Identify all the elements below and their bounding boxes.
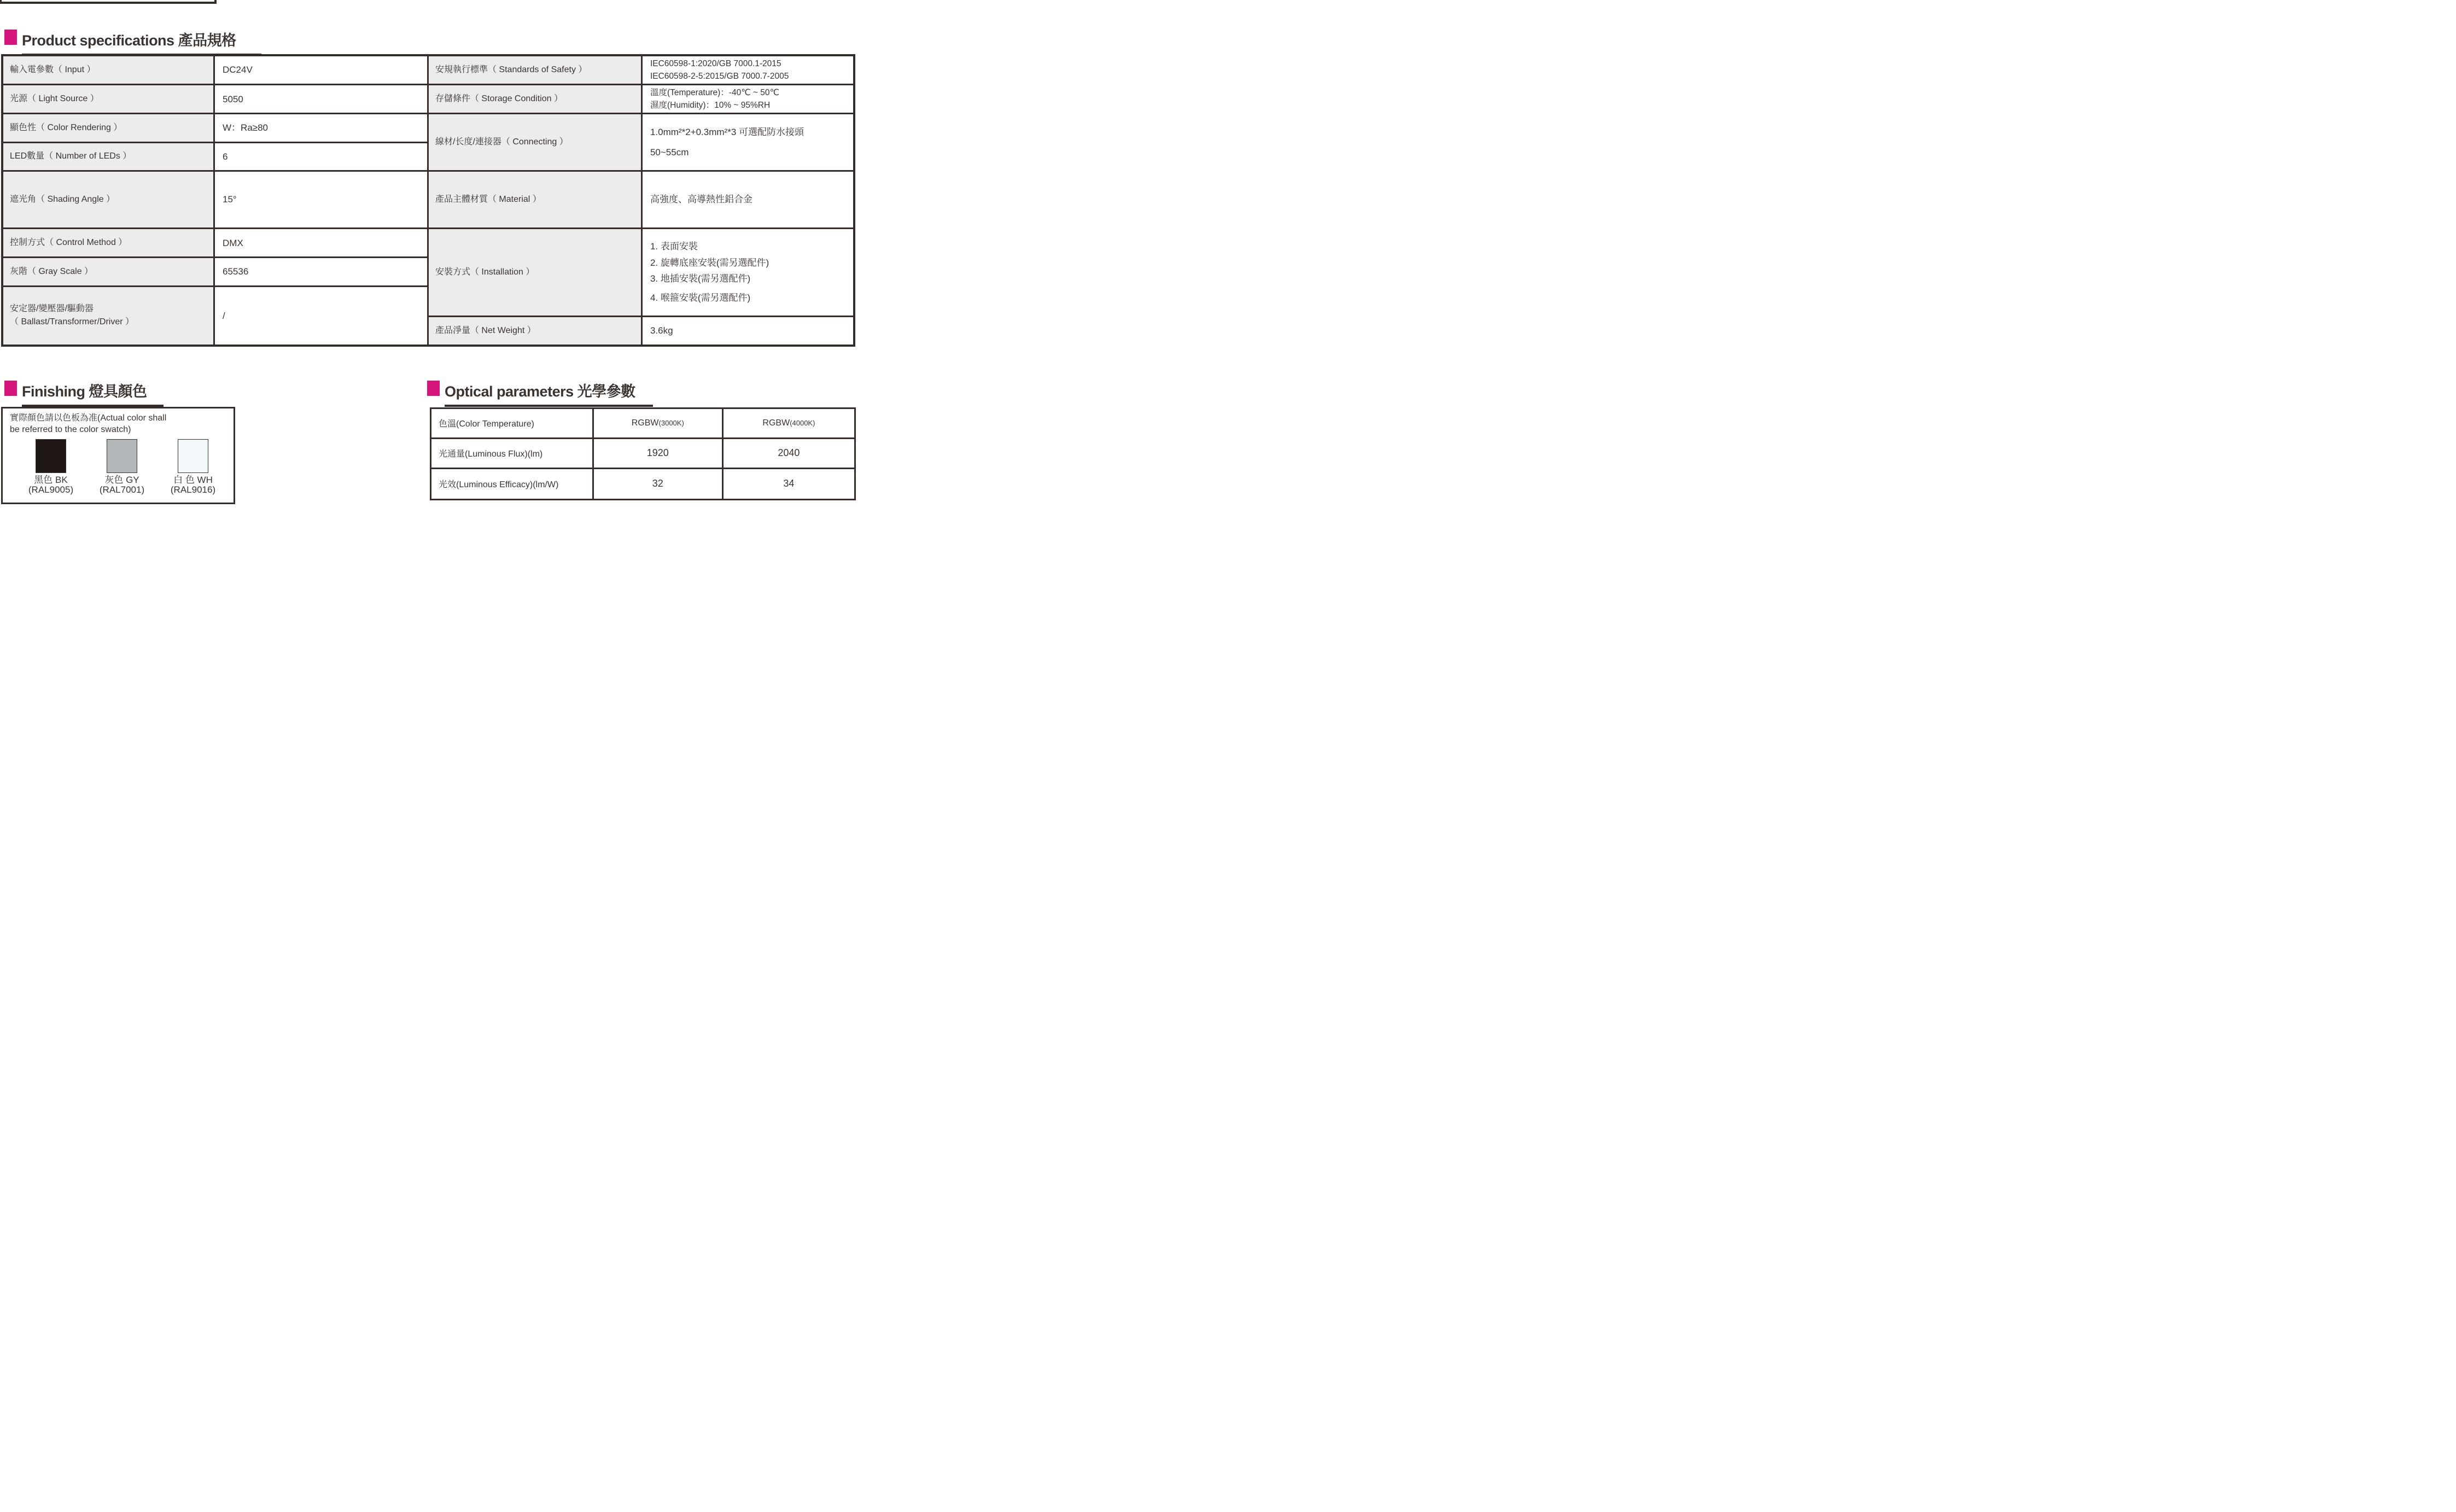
spec-sheet-page (0, 0, 857, 528)
spec-value-control-method: DMX (215, 229, 429, 258)
finishing-note-line-2: be referred to the color swatch) (10, 424, 131, 434)
connecting-line-2: 50~55cm (650, 147, 689, 157)
section-title-text: Product specifications 產品規格 (22, 28, 261, 56)
optical-parameters-title (427, 380, 653, 407)
finishing-title (4, 380, 164, 407)
swatch-name: 黑色 BK (34, 474, 68, 485)
spec-value-color-rendering: W：Ra≥80 (215, 114, 429, 143)
optical-header-rgbw-3000k (594, 409, 724, 439)
storage-line-1: 溫度(Temperature)：-40℃ ~ 50℃ (650, 88, 779, 98)
luminous-flux-4000k: 2040 (724, 439, 854, 469)
swatch-row (18, 439, 234, 495)
spec-value-storage (643, 85, 853, 114)
finishing-note-line-1: 實際顏色請以色板為准(Actual color shall (10, 413, 167, 423)
swatch-white (160, 439, 226, 495)
ballast-label-line-2: （ Ballast/Transformer/Driver ） (10, 317, 135, 327)
standards-line-1: IEC60598-1:2020/GB 7000.1-2015 (650, 59, 781, 68)
spec-value-shading-angle: 15° (215, 172, 429, 229)
accent-square (4, 381, 17, 396)
spec-value-installation (643, 229, 853, 317)
swatch-ral-code: (RAL9016) (170, 484, 216, 495)
accent-square (4, 30, 17, 45)
installation-item-4: 4. 喉箍安裝(需另選配件) (650, 293, 751, 303)
black-color-swatch (36, 439, 66, 473)
spec-label-standards: 安規執行標準（ Standards of Safety ） (429, 56, 643, 85)
finishing-color-box (1, 407, 235, 504)
spec-value-number-of-leds: 6 (215, 143, 429, 172)
optical-label-luminous-flux: 光通量(Luminous Flux)(lm) (431, 439, 594, 469)
product-specifications-table (1, 54, 855, 347)
installation-item-3: 3. 地插安裝(需另選配件) (650, 273, 751, 284)
swatch-name: 灰色 GY (104, 474, 139, 485)
spec-label-color-rendering: 顯色性（ Color Rendering ） (3, 114, 215, 143)
spec-value-material: 高強度、高導熱性鋁合金 (643, 172, 853, 229)
luminous-efficacy-4000k: 34 (724, 469, 854, 499)
spec-value-standards (643, 56, 853, 85)
spec-label-light-source: 光源（ Light Source ） (3, 85, 215, 114)
spec-label-shading-angle: 遮光角（ Shading Angle ） (3, 172, 215, 229)
spec-value-connecting (643, 114, 853, 171)
spec-value-net-weight: 3.6kg (643, 317, 853, 345)
spec-label-ballast (3, 287, 215, 345)
spec-label-net-weight: 產品淨量（ Net Weight ） (429, 317, 643, 345)
gray-color-swatch (107, 439, 137, 473)
swatch-gray (89, 439, 155, 495)
spec-value-gray-scale: 65536 (215, 258, 429, 287)
spec-value-ballast: / (215, 287, 429, 345)
spec-label-installation: 安裝方式（ Installation ） (429, 229, 643, 317)
spec-label-storage: 存儲條件（ Storage Condition ） (429, 85, 643, 114)
section-title-text: Finishing 燈具顏色 (22, 380, 164, 407)
finishing-note (3, 408, 234, 436)
storage-line-2: 濕度(Humidity)：10% ~ 95%RH (650, 101, 771, 110)
optical-header-rgbw-4000k (724, 409, 854, 439)
rgbw-sub: (3000K) (658, 419, 684, 428)
spec-value-light-source: 5050 (215, 85, 429, 114)
product-specifications-title (4, 28, 261, 56)
spec-label-connecting: 線材/长度/連接器（ Connecting ） (429, 114, 643, 171)
standards-line-2: IEC60598-2-5:2015/GB 7000.7-2005 (650, 72, 789, 81)
spec-label-number-of-leds: LED數量（ Number of LEDs ） (3, 143, 215, 172)
installation-item-1: 1. 表面安裝 (650, 241, 698, 252)
swatch-black (18, 439, 84, 495)
installation-item-2: 2. 旋轉底座安裝(需另選配件) (650, 257, 769, 268)
rgbw-main: RGBW (762, 418, 790, 428)
accent-square (427, 381, 440, 396)
optical-header-color-temperature: 色溫(Color Temperature) (431, 409, 594, 439)
spec-value-input: DC24V (215, 56, 429, 85)
swatch-name: 白 色 WH (173, 474, 213, 485)
spec-label-input: 輸入電參數（ Input ） (3, 56, 215, 85)
section-title-text: Optical parameters 光學參數 (445, 380, 653, 407)
spec-label-gray-scale: 灰階（ Gray Scale ） (3, 258, 215, 287)
spec-label-control-method: 控制方式（ Control Method ） (3, 229, 215, 258)
spec-label-material: 產品主體材質（ Material ） (429, 172, 643, 229)
luminous-efficacy-3000k: 32 (594, 469, 724, 499)
cropped-box-fragment (0, 0, 217, 4)
swatch-ral-code: (RAL9005) (28, 484, 74, 495)
connecting-line-1: 1.0mm²*2+0.3mm²*3 可選配防水接頭 (650, 127, 804, 138)
luminous-flux-3000k: 1920 (594, 439, 724, 469)
optical-parameters-table (430, 407, 856, 500)
optical-label-luminous-efficacy: 光效(Luminous Efficacy)(lm/W) (431, 469, 594, 499)
swatch-ral-code: (RAL7001) (99, 484, 145, 495)
white-color-swatch (178, 439, 208, 473)
ballast-label-line-1: 安定器/變壓器/驅動器 (10, 304, 94, 314)
rgbw-main: RGBW (631, 418, 659, 428)
rgbw-sub: (4000K) (790, 419, 815, 428)
